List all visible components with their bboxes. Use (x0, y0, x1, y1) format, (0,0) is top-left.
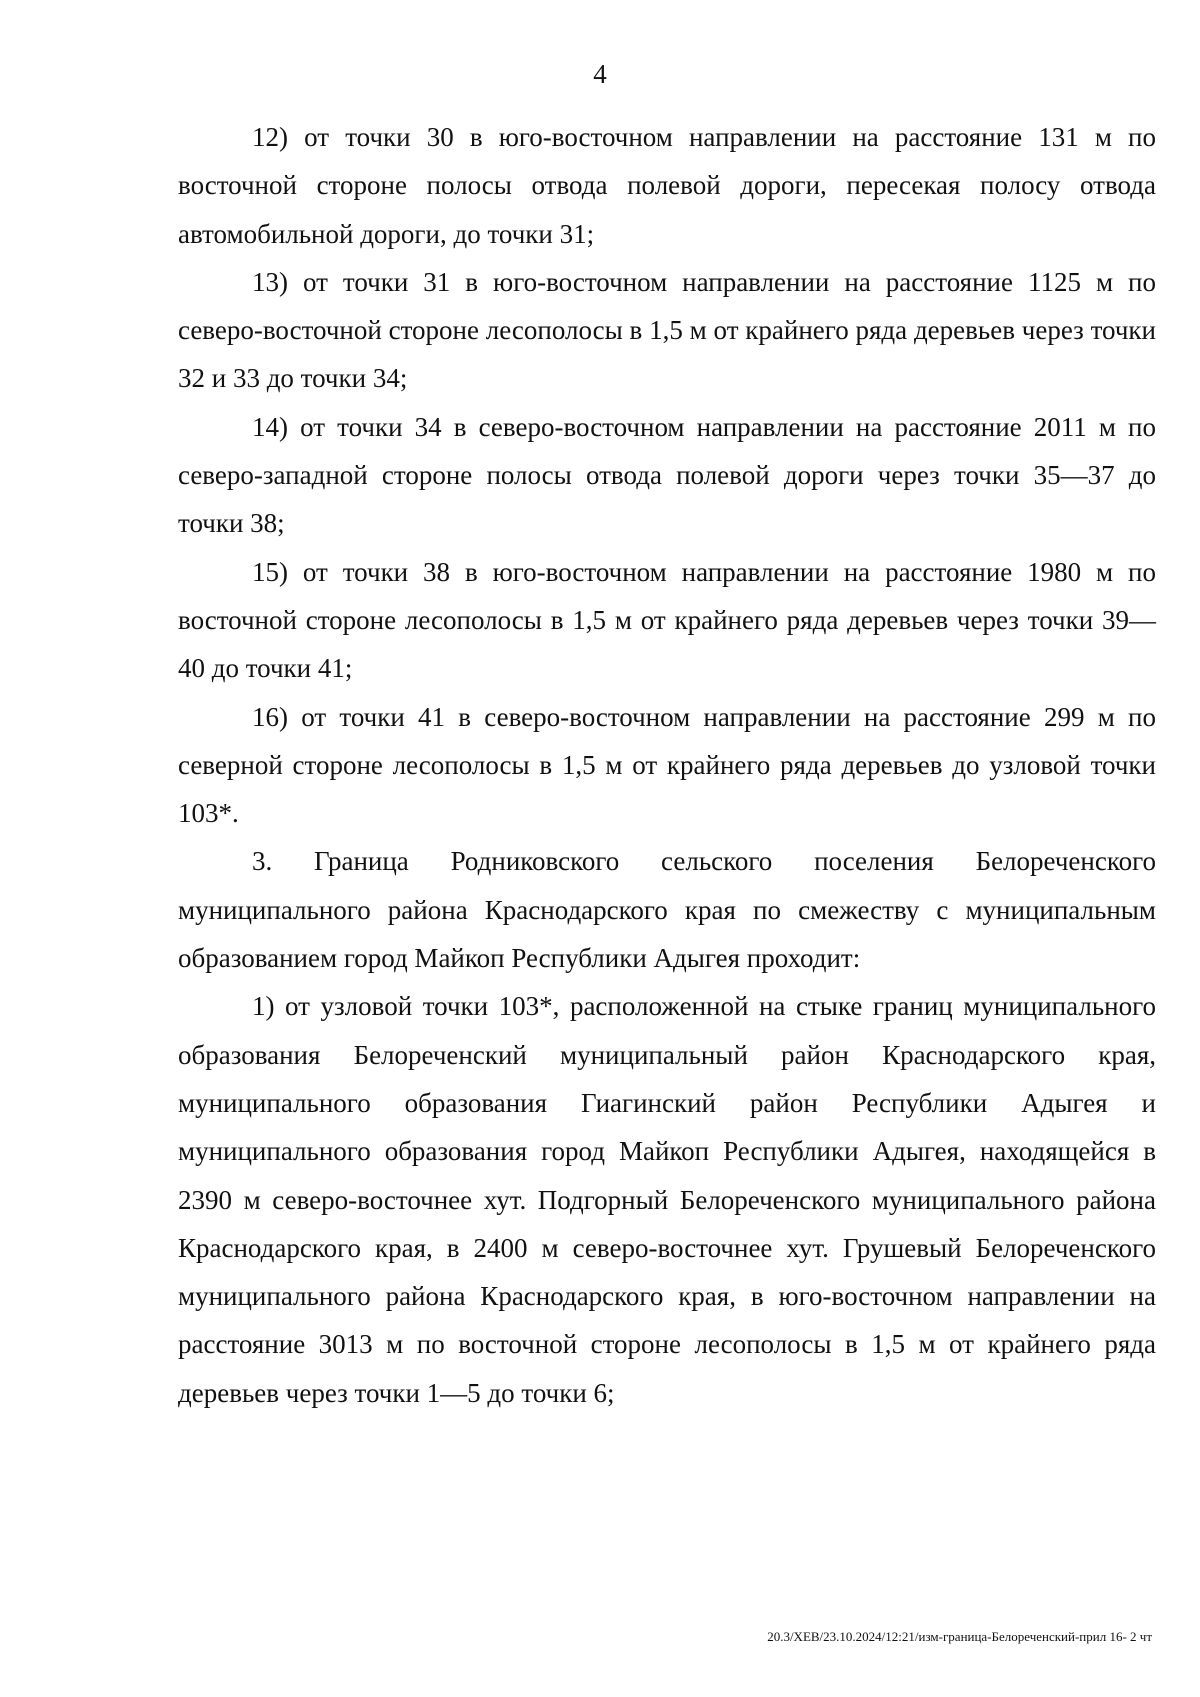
paragraph-item-12: 12) от точки 30 в юго-восточном направлении на расстояние 131 м по восточной стороне полосы отвода полевой дороги, пересекая полосу отвода автомобильной дороги, до точки 31; (178, 122, 1156, 249)
page-number: 4 (593, 59, 607, 89)
paragraph-item-13: 13) от точки 31 в юго-восточном направлении на расстояние 1125 м по северо-восточной стороне лесополосы в 1,5 м от крайнего ряда деревьев через точки 32 и 33 до точки 34; (178, 266, 1156, 394)
section-3-paragraph: 3. Граница Родниковского сельского поселения Белореченского муниципального района Краснодарского края по смежеству с муниципальным образованием город Майкоп Республики Адыгея проходит: (178, 846, 1156, 974)
paragraph-item-16: 16) от точки 41 в северо-восточном направлении на расстояние 299 м по северной стороне лесополосы в 1,5 м от крайнего ряда деревьев до узловой точки 103*. (178, 701, 1156, 829)
paragraph-item-15: 15) от точки 38 в юго-восточном направлении на расстояние 1980 м по восточной стороне лесополосы в 1,5 м от крайнего ряда деревьев через точки 39—40 до точки 41; (178, 556, 1156, 684)
section-3-item-1: 1) от узловой точки 103*, расположенной на стыке границ муниципального образования Белореченский муниципальный район Краснодарского края, муниципального образования Гиагинский район Республики Адыгея и муниципального образования город Майкоп Республики Адыгея, находящейся в 2390 м северо-восточнее хут. Подгорный Белореченского муниципального района Краснодарского края, в 2400 м северо-восточнее хут. Грушевый Белореченского муниципального района Краснодарского края, в юго-восточном направлении на расстояние 3013 м по восточной стороне лесополосы в 1,5 м от крайнего ряда деревьев через точки 1—5 до точки 6; (178, 991, 1156, 1408)
paragraph-item-14: 14) от точки 34 в северо-восточном направлении на расстояние 2011 м по северо-западной стороне полосы отвода полевой дороги через точки 35—37 до точки 38; (178, 411, 1156, 539)
document-body (178, 113, 1156, 1417)
footer-document-reference: 20.3/ХЕВ/23.10.2024/12:21/изм-граница-Белореченский-прил 16- 2 чт (767, 1629, 1152, 1644)
